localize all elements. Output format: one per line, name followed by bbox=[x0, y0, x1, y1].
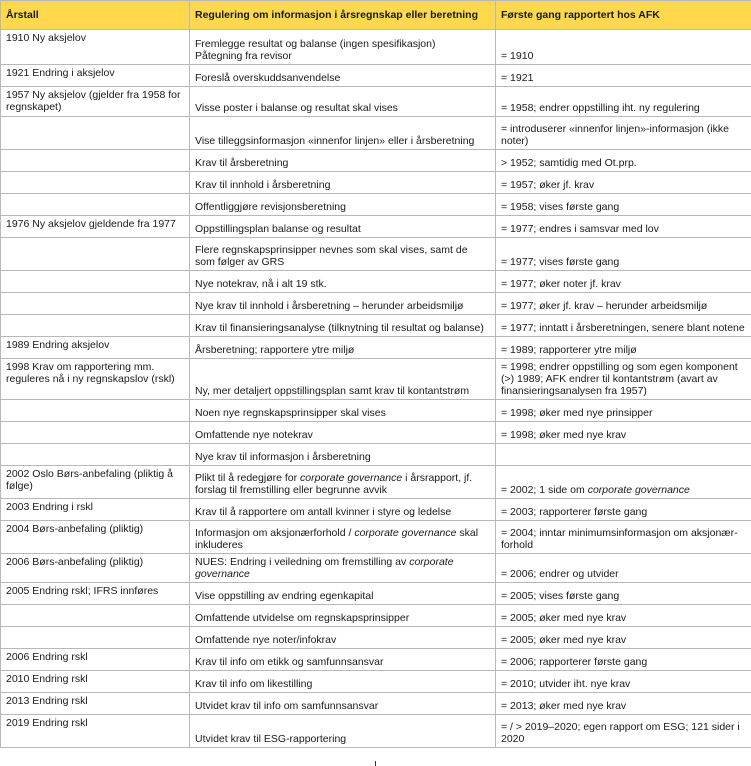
year-cell bbox=[1, 293, 190, 315]
text-run: = 2010; utvider iht. nye krav bbox=[501, 678, 631, 690]
first-reported-cell bbox=[496, 194, 751, 216]
table-row bbox=[1, 117, 751, 150]
first-reported-cell bbox=[496, 671, 751, 693]
first-reported-cell bbox=[496, 172, 751, 194]
text-run: Vise tilleggsinformasjon «innenfor linjen» eller i årsberetning bbox=[195, 135, 475, 147]
year-cell: 1910 Ny aksjelov bbox=[1, 30, 190, 65]
regulation-cell bbox=[190, 671, 496, 693]
first-reported-cell bbox=[496, 359, 751, 400]
text-run: Krav til årsberetning bbox=[195, 157, 289, 169]
first-reported-cell bbox=[496, 337, 751, 359]
text-run: = 2006; endrer og utvider bbox=[501, 568, 619, 580]
text-run: = 1958; endrer oppstilling iht. ny regulering bbox=[501, 102, 700, 114]
year-cell bbox=[1, 315, 190, 337]
text-run: = 1958; vises første gang bbox=[501, 201, 620, 213]
regulation-cell bbox=[190, 466, 496, 499]
first-reported-cell bbox=[496, 238, 751, 271]
text-run: > 1952; samtidig med Ot.prp. bbox=[501, 157, 637, 169]
table-row bbox=[1, 315, 751, 337]
regulation-cell bbox=[190, 216, 496, 238]
text-run: Påtegning fra revisor bbox=[195, 50, 292, 62]
first-reported-cell bbox=[496, 65, 751, 87]
first-reported-cell bbox=[496, 605, 751, 627]
table-row bbox=[1, 499, 751, 521]
first-reported-cell bbox=[496, 521, 751, 554]
text-run: Omfattende nye notekrav bbox=[195, 429, 313, 441]
table-row bbox=[1, 554, 751, 583]
table-row bbox=[1, 87, 751, 117]
year-cell: 1921 Endring i aksjelov bbox=[1, 65, 190, 87]
text-run: = 1977; endres i samsvar med lov bbox=[501, 223, 659, 235]
table-row bbox=[1, 521, 751, 554]
text-run: = 1977; vises første gang bbox=[501, 256, 620, 268]
text-run: Noen nye regnskapsprinsipper skal vises bbox=[195, 407, 386, 419]
text-run: = 1957; øker jf. krav bbox=[501, 179, 595, 191]
first-reported-cell bbox=[496, 499, 751, 521]
regulation-cell bbox=[190, 400, 496, 422]
italic-term: corporate governance bbox=[300, 472, 403, 484]
year-cell: 2003 Endring i rskl bbox=[1, 499, 190, 521]
text-run: = 1977; inntatt i årsberetningen, senere blant notene bbox=[501, 322, 745, 334]
table-row bbox=[1, 466, 751, 499]
year-cell bbox=[1, 150, 190, 172]
header-year: Årstall bbox=[1, 1, 190, 30]
first-reported-cell bbox=[496, 422, 751, 444]
text-run: = 2013; øker med nye krav bbox=[501, 700, 627, 712]
year-cell bbox=[1, 194, 190, 216]
regulation-cell bbox=[190, 499, 496, 521]
first-reported-cell bbox=[496, 693, 751, 715]
table-row bbox=[1, 216, 751, 238]
text-run: = 2003; rapporterer første gang bbox=[501, 506, 648, 518]
text-run: = 2002; 1 side om bbox=[501, 484, 588, 496]
italic-term: corporate governance bbox=[195, 556, 454, 580]
page-edge-mark bbox=[375, 761, 376, 766]
italic-term: corporate governance bbox=[587, 484, 690, 496]
table-row bbox=[1, 627, 751, 649]
year-cell: 2013 Endring rskl bbox=[1, 693, 190, 715]
year-cell bbox=[1, 422, 190, 444]
year-cell: 1998 Krav om rapportering mm. reguleres nå i ny regnskapslov (rskl) bbox=[1, 359, 190, 400]
text-run: NUES: Endring i veiledning om fremstilling av bbox=[195, 556, 410, 568]
text-run: Fremlegge resultat og balanse (ingen spesifikasjon) bbox=[195, 38, 436, 50]
text-run: Visse poster i balanse og resultat skal vises bbox=[195, 102, 398, 114]
year-cell bbox=[1, 238, 190, 271]
text-run: Krav til finansieringsanalyse (tilknytning til resultat og balanse) bbox=[195, 322, 484, 334]
year-cell bbox=[1, 271, 190, 293]
year-cell: 2006 Børs-anbefaling (pliktig) bbox=[1, 554, 190, 583]
first-reported-cell bbox=[496, 715, 751, 748]
regulation-cell bbox=[190, 65, 496, 87]
text-run: = / > 2019–2020; egen rapport om ESG; 121 sider i 2020 bbox=[501, 721, 740, 745]
text-run: i årsrapport, jf. forslag til fremstilling eller begrunne avvik bbox=[195, 472, 473, 496]
text-run: skal inkluderes bbox=[195, 527, 479, 551]
text-run: Årsberetning; rapportere ytre miljø bbox=[195, 344, 355, 356]
text-run: Flere regnskapsprinsipper nevnes som skal vises, samt de som følger av GRS bbox=[195, 244, 468, 268]
regulation-cell bbox=[190, 117, 496, 150]
table-row bbox=[1, 65, 751, 87]
table-row bbox=[1, 293, 751, 315]
year-cell: 2005 Endring rskl; IFRS innføres bbox=[1, 583, 190, 605]
regulation-cell bbox=[190, 315, 496, 337]
regulation-cell bbox=[190, 583, 496, 605]
first-reported-cell bbox=[496, 271, 751, 293]
regulation-cell bbox=[190, 238, 496, 271]
year-cell: 2006 Endring rskl bbox=[1, 649, 190, 671]
table-row bbox=[1, 671, 751, 693]
first-reported-cell bbox=[496, 117, 751, 150]
first-reported-cell bbox=[496, 444, 751, 466]
text-run: Krav til innhold i årsberetning bbox=[195, 179, 331, 191]
year-cell: 2010 Endring rskl bbox=[1, 671, 190, 693]
text-run: Krav til info om likestilling bbox=[195, 678, 313, 690]
italic-term: corporate governance bbox=[354, 527, 457, 539]
table-row bbox=[1, 172, 751, 194]
text-run: Nye notekrav, nå i alt 19 stk. bbox=[195, 278, 327, 290]
table-row bbox=[1, 194, 751, 216]
regulation-cell bbox=[190, 271, 496, 293]
header-first-reported: Første gang rapportert hos AFK bbox=[496, 1, 751, 30]
first-reported-cell bbox=[496, 583, 751, 605]
table-row bbox=[1, 238, 751, 271]
table-row bbox=[1, 649, 751, 671]
text-run: = 1910 bbox=[501, 50, 534, 62]
year-cell: 1976 Ny aksjelov gjeldende fra 1977 bbox=[1, 216, 190, 238]
header-row bbox=[1, 1, 751, 30]
table-row bbox=[1, 30, 751, 65]
regulation-cell bbox=[190, 715, 496, 748]
text-run: = 1977; øker noter jf. krav bbox=[501, 278, 621, 290]
text-run: Offentliggjøre revisjonsberetning bbox=[195, 201, 346, 213]
regulation-cell bbox=[190, 30, 496, 65]
text-run: = 1998; øker med nye prinsipper bbox=[501, 407, 653, 419]
year-cell bbox=[1, 444, 190, 466]
text-run: = 2005; øker med nye krav bbox=[501, 634, 627, 646]
text-run: = introduserer «innenfor linjen»-informasjon (ikke noter) bbox=[501, 123, 729, 147]
table-row bbox=[1, 693, 751, 715]
regulation-cell bbox=[190, 194, 496, 216]
text-run: Utvidet krav til info om samfunnsansvar bbox=[195, 700, 379, 712]
first-reported-cell bbox=[496, 466, 751, 499]
regulation-cell bbox=[190, 337, 496, 359]
year-cell: 1989 Endring aksjelov bbox=[1, 337, 190, 359]
text-run: Oppstillingsplan balanse og resultat bbox=[195, 223, 361, 235]
year-cell bbox=[1, 400, 190, 422]
first-reported-cell bbox=[496, 87, 751, 117]
text-run: = 2004; inntar minimumsinformasjon om aksjonærforhold bbox=[501, 527, 738, 551]
text-run: Plikt til å redegjøre for bbox=[195, 472, 301, 484]
text-run: Krav til å rapportere om antall kvinner i styre og ledelse bbox=[195, 506, 452, 518]
text-run: = 1998; endrer oppstilling og som egen komponent (>) 1989; AFK endrer til kontantstrøm (avart av finansieringsanalysen fra 1957) bbox=[501, 361, 738, 397]
regulation-cell bbox=[190, 605, 496, 627]
table-row bbox=[1, 444, 751, 466]
first-reported-cell bbox=[496, 216, 751, 238]
regulation-cell bbox=[190, 150, 496, 172]
regulation-cell bbox=[190, 649, 496, 671]
text-run: Omfattende utvidelse om regnskapsprinsipper bbox=[195, 612, 410, 624]
table-row bbox=[1, 359, 751, 400]
text-run: Utvidet krav til ESG-rapportering bbox=[195, 733, 347, 745]
table-row bbox=[1, 605, 751, 627]
text-run: = 2006; rapporterer første gang bbox=[501, 656, 648, 668]
year-cell: 1957 Ny aksjelov (gjelder fra 1958 for regnskapet) bbox=[1, 87, 190, 117]
text-run: = 1989; rapporterer ytre miljø bbox=[501, 344, 637, 356]
first-reported-cell bbox=[496, 649, 751, 671]
table-row bbox=[1, 400, 751, 422]
regulation-cell bbox=[190, 87, 496, 117]
first-reported-cell bbox=[496, 293, 751, 315]
first-reported-cell bbox=[496, 30, 751, 65]
year-cell bbox=[1, 605, 190, 627]
first-reported-cell bbox=[496, 315, 751, 337]
text-run: Informasjon om aksjonærforhold / bbox=[195, 527, 355, 539]
text-run: Foreslå overskuddsanvendelse bbox=[195, 72, 341, 84]
text-run: = 2005; vises første gang bbox=[501, 590, 620, 602]
text-run: = 1921 bbox=[501, 72, 534, 84]
first-reported-cell bbox=[496, 627, 751, 649]
regulation-cell bbox=[190, 444, 496, 466]
year-cell bbox=[1, 627, 190, 649]
text-run: Ny, mer detaljert oppstillingsplan samt krav til kontantstrøm bbox=[195, 385, 470, 397]
table-row bbox=[1, 150, 751, 172]
table-row bbox=[1, 337, 751, 359]
table-row bbox=[1, 271, 751, 293]
text-run: Omfattende nye noter/infokrav bbox=[195, 634, 337, 646]
year-cell bbox=[1, 172, 190, 194]
table-row bbox=[1, 583, 751, 605]
regulation-cell bbox=[190, 554, 496, 583]
text-run: = 1998; øker med nye krav bbox=[501, 429, 627, 441]
text-run: Krav til info om etikk og samfunnsansvar bbox=[195, 656, 384, 668]
regulation-cell bbox=[190, 293, 496, 315]
first-reported-cell bbox=[496, 150, 751, 172]
regulation-cell bbox=[190, 627, 496, 649]
regulation-cell bbox=[190, 693, 496, 715]
header-regulation: Regulering om informasjon i årsregnskap eller beretning bbox=[190, 1, 496, 30]
year-cell bbox=[1, 117, 190, 150]
first-reported-cell bbox=[496, 554, 751, 583]
regulation-cell bbox=[190, 172, 496, 194]
year-cell: 2019 Endring rskl bbox=[1, 715, 190, 748]
text-run: Vise oppstilling av endring egenkapital bbox=[195, 590, 374, 602]
table-row bbox=[1, 715, 751, 748]
first-reported-cell bbox=[496, 400, 751, 422]
regulation-cell bbox=[190, 359, 496, 400]
regulation-cell bbox=[190, 422, 496, 444]
year-cell: 2004 Børs-anbefaling (pliktig) bbox=[1, 521, 190, 554]
year-cell: 2002 Oslo Børs-anbefaling (pliktig å følge) bbox=[1, 466, 190, 499]
regulation-cell bbox=[190, 521, 496, 554]
text-run: = 1977; øker jf. krav – herunder arbeidsmiljø bbox=[501, 300, 708, 312]
text-run: Nye krav til innhold i årsberetning – herunder arbeidsmiljø bbox=[195, 300, 464, 312]
text-run: Nye krav til informasjon i årsberetning bbox=[195, 451, 371, 463]
text-run: = 2005; øker med nye krav bbox=[501, 612, 627, 624]
table-row bbox=[1, 422, 751, 444]
